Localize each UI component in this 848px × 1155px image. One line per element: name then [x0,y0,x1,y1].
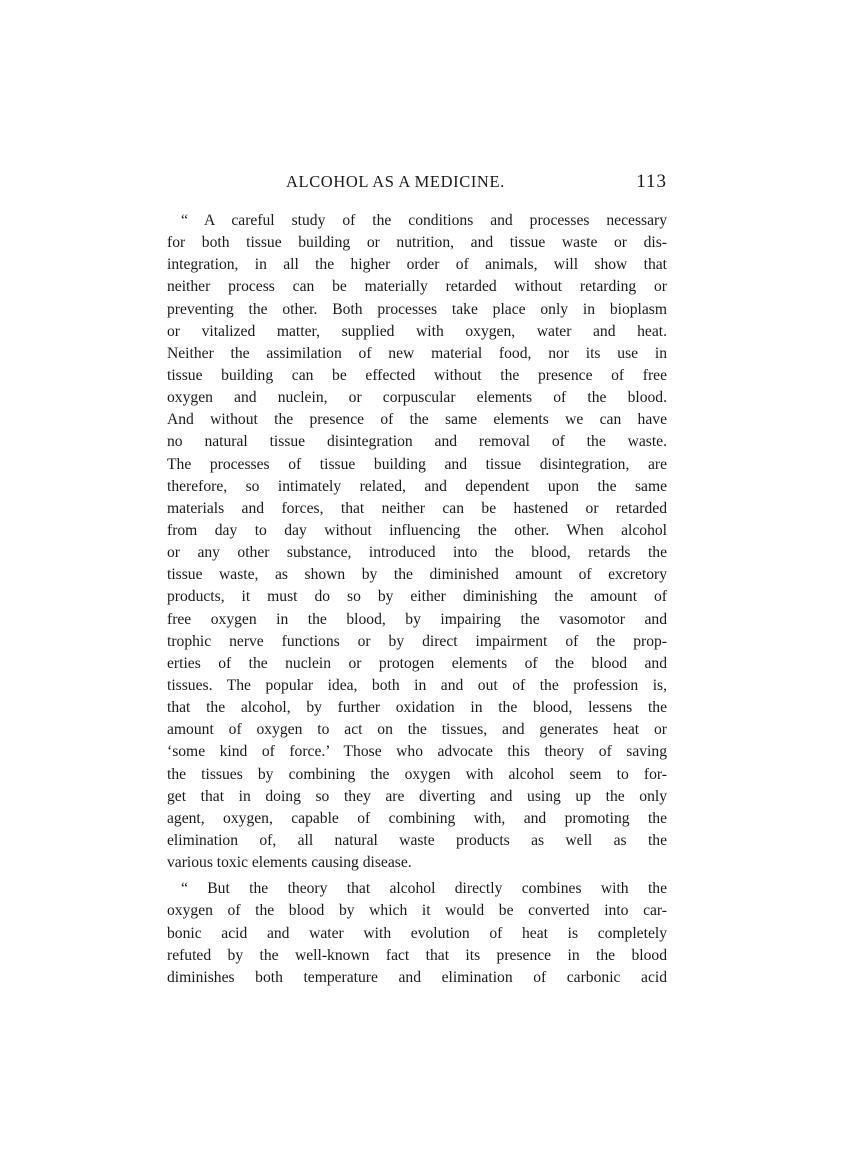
text-line: or vitalized matter, supplied with oxygen, water and heat. [167,322,667,340]
body-text [167,210,667,989]
text-line: “ But the theory that alcohol directly combines with the [181,880,667,898]
text-line: that the alcohol, by further oxidation in the blood, lessens the [167,699,667,717]
text-line: elimination of, all natural waste products as well as the [167,831,667,849]
text-line: free oxygen in the blood, by impairing the vasomotor and [167,610,667,628]
text-line: amount of oxygen to act on the tissues, and generates heat or [167,721,667,739]
text-line: from day to day without influencing the other. When alcohol [167,521,667,539]
text-line: get that in doing so they are diverting and using up the only [167,787,667,805]
running-head [167,172,669,196]
text-line: products, it must do so by either diminishing the amount of [167,588,667,606]
text-line: tissue waste, as shown by the diminished amount of excretory [167,566,667,584]
text-line: for both tissue building or nutrition, and tissue waste or dis- [167,234,667,252]
text-line: And without the presence of the same elements we can have [167,411,667,429]
running-title: ALCOHOL AS A MEDICINE. [286,172,505,191]
text-line: oxygen of the blood by which it would be converted into car- [167,902,667,920]
paragraph [167,878,667,989]
text-line: erties of the nuclein or protogen elements of the blood and [167,654,667,672]
text-line: materials and forces, that neither can be hastened or retarded [167,499,667,517]
text-line: the tissues by combining the oxygen with alcohol seem to for- [167,765,667,783]
page-number: 113 [636,171,667,192]
text-line: therefore, so intimately related, and dependent upon the same [167,477,667,495]
paragraph [167,210,667,874]
text-line: “ A careful study of the conditions and processes necessary [181,212,667,229]
text-line: trophic nerve functions or by direct impairment of the prop- [167,632,667,650]
text-line: various toxic elements causing disease. [167,854,412,872]
text-line: ‘some kind of force.’ Those who advocate this theory of saving [167,743,667,761]
text-line: preventing the other. Both processes take place only in bioplasm [167,300,667,318]
text-line: integration, in all the higher order of animals, will show that [167,256,667,274]
text-line: no natural tissue disintegration and removal of the waste. [167,433,667,451]
text-line: neither process can be materially retarded without retarding or [167,278,667,296]
text-line: refuted by the well-known fact that its presence in the blood [167,946,667,964]
text-line: Neither the assimilation of new material food, nor its use in [167,344,667,362]
text-line: tissues. The popular idea, both in and out of the profession is, [167,676,667,694]
text-line: diminishes both temperature and elimination of carbonic acid [167,968,667,986]
text-line: tissue building can be effected without the presence of free [167,366,667,384]
text-line: The processes of tissue building and tissue disintegration, are [167,455,667,473]
text-line: oxygen and nuclein, or corpuscular elements of the blood. [167,389,667,407]
text-line: bonic acid and water with evolution of heat is completely [167,924,667,942]
text-line: agent, oxygen, capable of combining with, and promoting the [167,809,667,827]
text-line: or any other substance, introduced into the blood, retards the [167,544,667,562]
